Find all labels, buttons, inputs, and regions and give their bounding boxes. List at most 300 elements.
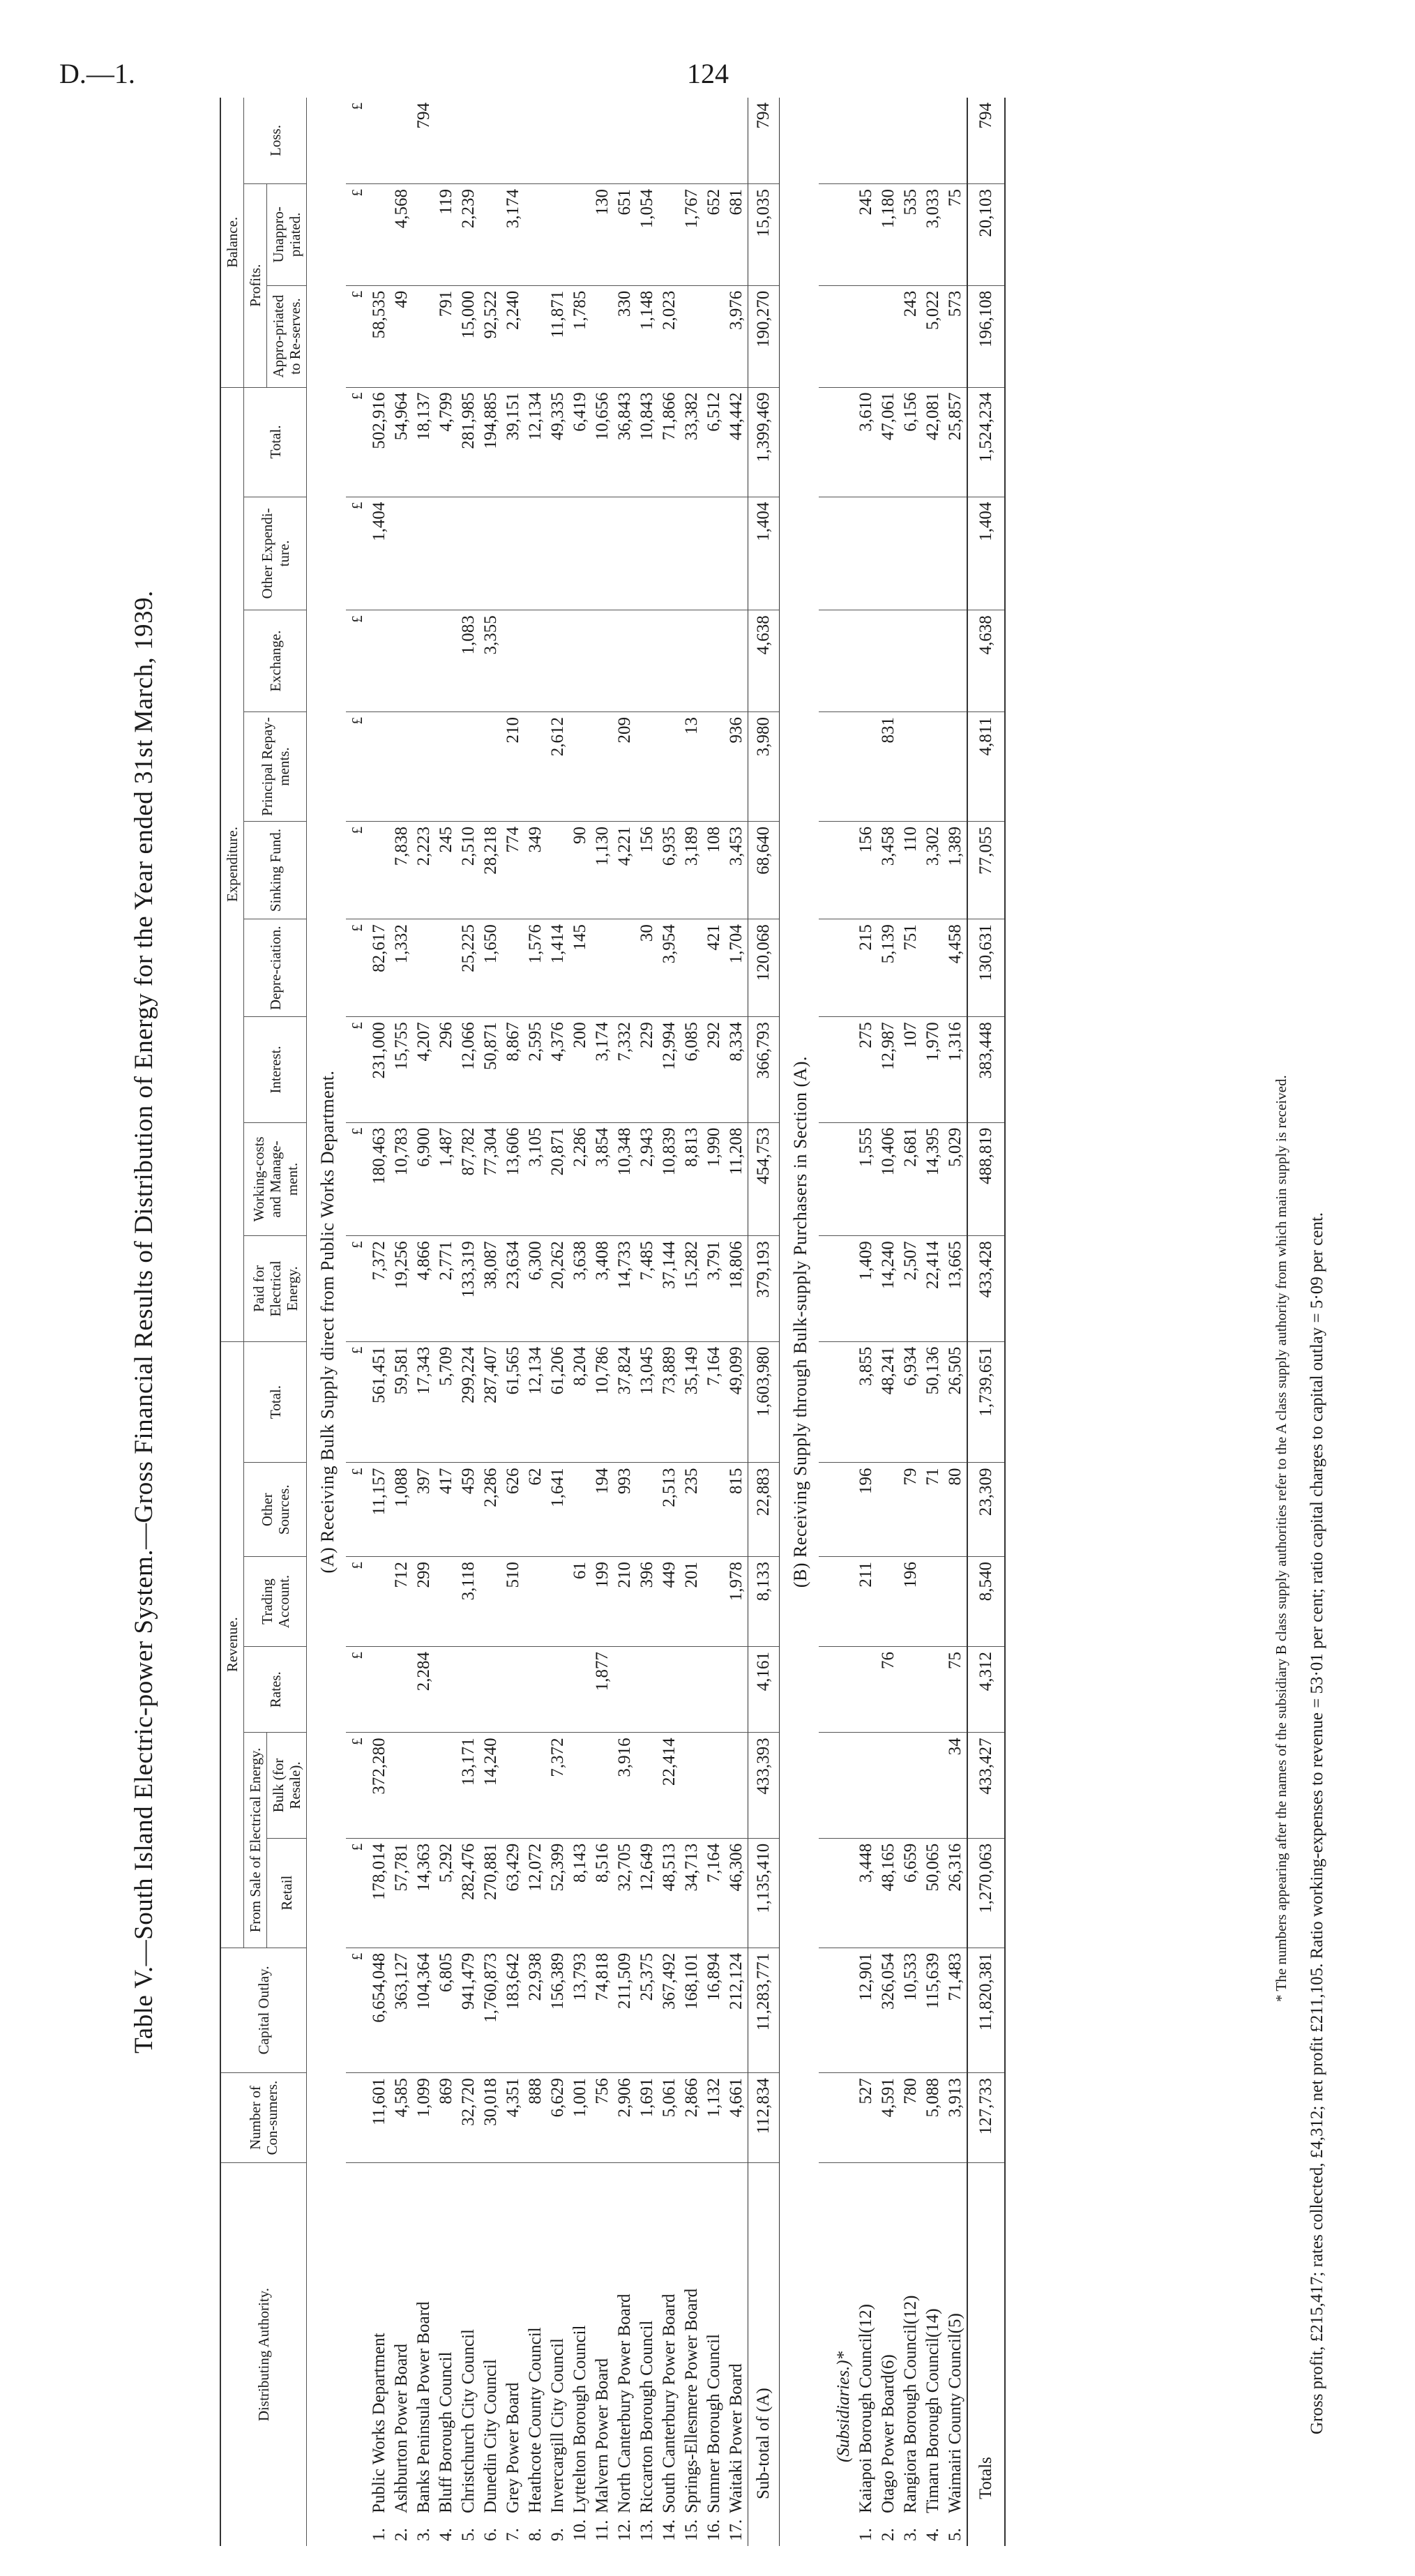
table-row [944,98,967,2546]
value-cell [725,497,748,610]
row-number: 7. [504,2528,522,2541]
value-cell: 19,256 [391,1236,413,1341]
value-cell: 2,943 [636,1122,658,1236]
value-cell [569,711,591,821]
header-balance: Balance. [220,98,244,387]
unit-symbol: £ [346,184,368,286]
value-cell: 1,641 [547,1463,569,1557]
header-working: Working-costs and Manage-ment. [244,1122,307,1236]
value-cell: 23,634 [502,1236,524,1341]
value-cell [547,610,569,712]
value-cell [591,98,614,184]
value-cell [547,98,569,184]
value-cell [569,1646,591,1732]
value-cell [922,919,944,1017]
value-cell: 33,382 [681,387,703,497]
value-cell: 13,606 [502,1122,524,1236]
value-cell: 194,885 [480,387,502,497]
value-cell: 396 [636,1557,658,1647]
value-cell: 47,061 [877,387,900,497]
unit-symbol: £ [346,821,368,919]
value-cell: 4,638 [967,610,1005,712]
value-cell: 1,083 [457,610,480,712]
value-cell: 379,193 [748,1236,780,1341]
value-cell: 372,280 [368,1733,391,1838]
value-cell: 212,124 [725,1948,748,2072]
table-row [435,98,457,2546]
value-cell: 52,399 [547,1838,569,1948]
unit-symbol: £ [346,1236,368,1341]
value-cell: 3,118 [457,1557,480,1647]
value-cell [413,285,435,387]
value-cell: 14,240 [480,1733,502,1838]
value-cell: 112,834 [748,2073,780,2163]
row-label: Totals [976,2457,995,2499]
value-cell [855,1733,877,1838]
value-cell: 1,990 [703,1122,725,1236]
value-cell: 231,000 [368,1017,391,1122]
value-cell: 815 [725,1463,748,1557]
value-cell: 1,603,980 [748,1341,780,1463]
table-row [480,98,502,2546]
authority-cell [391,2163,413,2546]
value-cell: 794 [967,98,1005,184]
authority-cell [900,2163,922,2546]
header-loss: Loss. [244,98,307,184]
value-cell [368,1557,391,1647]
value-cell: 5,709 [435,1341,457,1463]
value-cell: 459 [457,1463,480,1557]
value-cell: 235 [681,1463,703,1557]
value-cell: 1,767 [681,184,703,286]
value-cell [457,497,480,610]
value-cell: 8,143 [569,1838,591,1948]
authority-cell [725,2163,748,2546]
value-cell [877,497,900,610]
unit-symbol: £ [346,98,368,184]
value-cell: 573 [944,285,967,387]
value-cell: 210 [502,711,524,821]
value-cell: 10,406 [877,1122,900,1236]
value-cell [900,610,922,712]
authority-cell [614,2163,636,2546]
value-cell: 3,189 [681,821,703,919]
value-cell: 561,451 [368,1341,391,1463]
value-cell: 61 [569,1557,591,1647]
row-number: 13. [637,2519,656,2541]
value-cell: 1,877 [591,1646,614,1732]
authority-name: Springs-Ellesmere Power Board [682,2288,701,2513]
unit-symbol: £ [346,1646,368,1732]
value-cell: 651 [614,184,636,286]
value-cell [614,497,636,610]
value-cell [681,285,703,387]
value-cell [391,711,413,821]
value-cell: 30,018 [480,2073,502,2163]
value-cell: 156,389 [547,1948,569,2072]
value-cell: 433,393 [748,1733,780,1838]
row-number: 16. [704,2519,723,2541]
subsidiaries-caption-row [819,98,855,2546]
value-cell: 3,916 [614,1733,636,1838]
header-consumers: Number of Con-sumers. [220,2073,307,2163]
value-cell: 8,133 [748,1557,780,1647]
financial-results-table [220,98,1006,2546]
value-cell [614,1646,636,1732]
value-cell: 652 [703,184,725,286]
value-cell [413,919,435,1017]
value-cell [502,1646,524,1732]
value-cell [681,1646,703,1732]
authority-cell [681,2163,703,2546]
value-cell: 993 [614,1463,636,1557]
value-cell [435,919,457,1017]
value-cell: 20,103 [967,184,1005,286]
authority-name: Rangiora Borough Council(12) [901,2295,920,2513]
value-cell: 194 [591,1463,614,1557]
value-cell [681,1733,703,1838]
value-cell: 3,954 [658,919,681,1017]
unit-symbol: £ [346,1948,368,2072]
value-cell: 535 [900,184,922,286]
value-cell [877,610,900,712]
value-cell: 11,871 [547,285,569,387]
row-number: 1. [856,2528,875,2541]
value-cell: 3,302 [922,821,944,919]
authority-cell [658,2163,681,2546]
value-cell [547,497,569,610]
value-cell: 12,134 [524,1341,547,1463]
value-cell: 3,174 [591,1017,614,1122]
value-cell: 14,240 [877,1236,900,1341]
value-cell: 14,733 [614,1236,636,1341]
value-cell: 17,343 [413,1341,435,1463]
value-cell [922,98,944,184]
value-cell: 4,799 [435,387,457,497]
authority-cell [569,2163,591,2546]
value-cell: 22,938 [524,1948,547,2072]
value-cell: 199 [591,1557,614,1647]
authority-name: Heathcote County Council [526,2327,545,2513]
authority-name: Kaiapoi Borough Council(12) [856,2304,875,2513]
value-cell: 4,376 [547,1017,569,1122]
row-number: 15. [682,2519,701,2541]
header-other-sources: Other Sources. [244,1463,307,1557]
value-cell: 80 [944,1463,967,1557]
value-cell: 22,414 [658,1733,681,1838]
value-cell: 421 [703,919,725,1017]
table-row [636,98,658,2546]
value-cell: 1,404 [967,497,1005,610]
value-cell: 11,283,771 [748,1948,780,2072]
row-number: 9. [548,2528,567,2541]
value-cell: 326,054 [877,1948,900,2072]
value-cell: 120,068 [748,919,780,1017]
value-cell: 1,576 [524,919,547,1017]
row-number: 3. [414,2528,433,2541]
value-cell: 3,033 [922,184,944,286]
value-cell [524,285,547,387]
value-cell [435,1646,457,1732]
value-cell: 13,171 [457,1733,480,1838]
unit-symbol: £ [346,387,368,497]
value-cell: 104,364 [413,1948,435,2072]
value-cell: 196 [900,1557,922,1647]
value-cell [658,497,681,610]
value-cell: 5,022 [922,285,944,387]
header-expenditure: Expenditure. [220,387,244,1341]
value-cell [391,1646,413,1732]
value-cell: 6,629 [547,2073,569,2163]
unit-symbol: £ [346,1017,368,1122]
value-cell: 211 [855,1557,877,1647]
value-cell [368,1646,391,1732]
value-cell: 5,292 [435,1838,457,1948]
value-cell: 16,894 [703,1948,725,2072]
value-cell [614,919,636,1017]
row-label: Sub-total of (A) [754,2388,773,2499]
value-cell [855,285,877,387]
value-cell: 1,404 [748,497,780,610]
value-cell: 1,650 [480,919,502,1017]
header-rates: Rates. [244,1646,307,1732]
value-cell [725,98,748,184]
header-interest: Interest. [244,1017,307,1122]
authority-cell [877,2163,900,2546]
unit-symbol: £ [346,1838,368,1948]
value-cell: 243 [900,285,922,387]
value-cell [681,497,703,610]
value-cell: 3,448 [855,1838,877,1948]
value-cell: 8,867 [502,1017,524,1122]
value-cell: 299,224 [457,1341,480,1463]
value-cell: 130,631 [967,919,1005,1017]
authority-cell [703,2163,725,2546]
value-cell [658,98,681,184]
value-cell: 270,881 [480,1838,502,1948]
value-cell [413,610,435,712]
table-row [457,98,480,2546]
value-cell: 1,270,063 [967,1838,1005,1948]
value-cell: 22,883 [748,1463,780,1557]
value-cell [877,1463,900,1557]
value-cell: 49 [391,285,413,387]
value-cell [502,919,524,1017]
value-cell: 363,127 [391,1948,413,2072]
row-number: 2. [392,2528,411,2541]
value-cell: 6,654,048 [368,1948,391,2072]
section-b-heading-text: (B) Receiving Supply through Bulk-supply Purchasers in Section (A). [790,1055,810,1588]
value-cell: 183,642 [502,1948,524,2072]
value-cell [703,285,725,387]
value-cell: 6,512 [703,387,725,497]
value-cell: 14,395 [922,1122,944,1236]
header-other-exp: Other Expendi-ture. [244,497,307,610]
unit-symbol: £ [346,1122,368,1236]
value-cell: 6,156 [900,387,922,497]
unit-symbol: £ [346,1463,368,1557]
value-cell [435,1557,457,1647]
value-cell [725,1733,748,1838]
value-cell [524,1733,547,1838]
value-cell: 110 [900,821,922,919]
row-number: 5. [946,2528,964,2541]
value-cell: 6,419 [569,387,591,497]
value-cell: 888 [524,2073,547,2163]
value-cell: 20,262 [547,1236,569,1341]
unit-symbol: £ [346,1557,368,1647]
value-cell: 780 [900,2073,922,2163]
value-cell [368,98,391,184]
value-cell: 8,516 [591,1838,614,1948]
value-cell: 13 [681,711,703,821]
row-number: 2. [879,2528,898,2541]
value-cell: 3,174 [502,184,524,286]
value-cell: 3,913 [944,2073,967,2163]
authority-name: Malvern Power Board [593,2358,612,2513]
value-cell [658,1646,681,1732]
value-cell: 25,857 [944,387,967,497]
value-cell: 2,612 [547,711,569,821]
value-cell [877,285,900,387]
value-cell: 2,906 [614,2073,636,2163]
value-cell [658,711,681,821]
value-cell [922,497,944,610]
value-cell: 11,157 [368,1463,391,1557]
value-cell [368,821,391,919]
summary-line: Gross profit, £215,417; rates collected, £4,312; net profit £211,105. Ratio working-expenses to revenue = 53·01 per cent; ratio capital charges to capital outlay = 5·09 per cent. [1308,1212,1326,2434]
value-cell [435,1733,457,1838]
authority-cell [547,2163,569,2546]
value-cell: 1,088 [391,1463,413,1557]
value-cell: 2,510 [457,821,480,919]
value-cell: 44,442 [725,387,748,497]
value-cell [900,1646,922,1732]
value-cell: 5,088 [922,2073,944,2163]
table-row [502,98,524,2546]
value-cell: 1,148 [636,285,658,387]
value-cell [569,497,591,610]
value-cell: 13,045 [636,1341,658,1463]
value-cell: 10,843 [636,387,658,497]
value-cell: 75 [944,184,967,286]
value-cell: 25,225 [457,919,480,1017]
value-cell [569,610,591,712]
value-cell: 6,805 [435,1948,457,2072]
table-row [658,98,681,2546]
value-cell [944,610,967,712]
authority-name: North Canterbury Power Board [615,2293,634,2513]
value-cell [877,98,900,184]
value-cell [855,610,877,712]
value-cell: 200 [569,1017,591,1122]
authority-name: Timaru Borough Council(14) [923,2308,942,2513]
header-exchange: Exchange. [244,610,307,712]
value-cell: 28,218 [480,821,502,919]
value-cell [524,497,547,610]
value-cell: 35,149 [681,1341,703,1463]
header-sale-group: From Sale of Electrical Energy. [244,1733,267,1948]
value-cell: 46,306 [725,1838,748,1948]
authority-cell [748,2163,780,2546]
authority-cell [591,2163,614,2546]
value-cell [413,184,435,286]
header-profits: Profits. [244,184,267,388]
value-cell: 79 [900,1463,922,1557]
value-cell: 1,404 [368,497,391,610]
value-cell: 90 [569,821,591,919]
authority-cell [413,2163,435,2546]
value-cell: 4,568 [391,184,413,286]
unit-row [346,98,368,2546]
value-cell: 3,854 [591,1122,614,1236]
value-cell [591,711,614,821]
value-cell [944,497,967,610]
value-cell [944,98,967,184]
row-number: 4. [923,2528,942,2541]
value-cell: 292 [703,1017,725,1122]
value-cell [502,1733,524,1838]
header-bulk: Bulk (for Resale). [267,1733,307,1838]
value-cell: 4,661 [725,2073,748,2163]
header-principal: Principal Repay-ments. [244,711,307,821]
value-cell [636,711,658,821]
authority-name: Christchurch City Council [459,2329,478,2513]
value-cell [636,1733,658,1838]
value-cell: 3,980 [748,711,780,821]
value-cell: 417 [435,1463,457,1557]
value-cell: 869 [435,2073,457,2163]
row-number: 8. [526,2528,545,2541]
header-authority: Distributing Authority. [220,2163,307,2546]
value-cell [922,1557,944,1647]
header-exp-total: Total. [244,387,307,497]
value-cell: 4,312 [967,1646,1005,1732]
authority-name: Invercargill City Council [548,2338,567,2513]
value-cell: 1,691 [636,2073,658,2163]
value-cell: 1,389 [944,821,967,919]
value-cell [435,610,457,712]
value-cell [569,1463,591,1557]
value-cell: 50,136 [922,1341,944,1463]
value-cell: 32,705 [614,1838,636,1948]
value-cell: 34 [944,1733,967,1838]
value-cell: 14,363 [413,1838,435,1948]
row-number: 10. [570,2519,589,2541]
value-cell: 794 [413,98,435,184]
value-cell [413,497,435,610]
authority-name: Public Works Department [370,2333,388,2513]
value-cell: 1,704 [725,919,748,1017]
authority-name: Banks Peninsula Power Board [414,2301,433,2513]
authority-cell [502,2163,524,2546]
value-cell: 791 [435,285,457,387]
header-capital: Capital Outlay. [220,1948,307,2072]
value-cell [368,711,391,821]
value-cell: 2,513 [658,1463,681,1557]
value-cell [547,1646,569,1732]
authority-cell [480,2163,502,2546]
value-cell [877,1557,900,1647]
value-cell: 10,839 [658,1122,681,1236]
value-cell: 73,889 [658,1341,681,1463]
value-cell: 3,855 [855,1341,877,1463]
value-cell [391,1733,413,1838]
value-cell: 510 [502,1557,524,1647]
authority-name: Sumner Borough Council [704,2334,723,2513]
value-cell [547,184,569,286]
row-number: 4. [437,2528,455,2541]
